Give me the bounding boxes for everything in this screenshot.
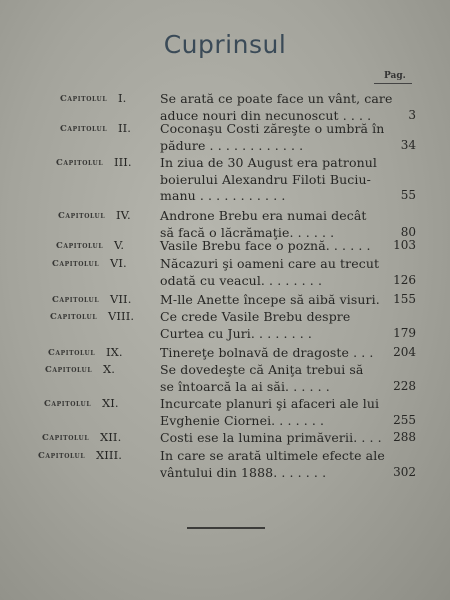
chapter-title-line: In care se arată ultimele efecte ale <box>160 448 385 463</box>
chapter-title-line: odată cu veacul. . . . . . . . <box>160 272 323 288</box>
chapter-title-line: Tinereţe bolnavă de dragoste . . . <box>160 345 374 360</box>
page-number: 204 <box>393 345 416 359</box>
chapter-title-line: Incurcate planuri şi afaceri ale lui <box>160 396 380 411</box>
chapter-title-line: Se arată ce poate face un vânt, care <box>160 91 393 106</box>
chapter-title-line: să facă o lăcrămaţie. . . . . . <box>160 224 335 240</box>
page-number: 155 <box>393 292 416 306</box>
chapter-label: Capitolul <box>60 124 108 134</box>
chapter-title-line: manu . . . . . . . . . . . <box>160 188 286 203</box>
chapter-numeral: XIII. <box>96 448 122 462</box>
chapter-title-line: se întoarcă la ai săi. . . . . . <box>160 378 330 394</box>
chapter-numeral: I. <box>118 91 127 105</box>
page-number: 55 <box>400 188 416 202</box>
page-number: 255 <box>393 412 416 427</box>
chapter-title-line: Coconaşu Costi zăreşte o umbră în <box>160 121 385 136</box>
chapter-title-line: vântului din 1888. . . . . . . <box>160 464 327 480</box>
chapter-numeral: V. <box>114 238 125 252</box>
chapter-numeral: X. <box>103 362 116 376</box>
chapter-label: Capitolul <box>56 158 104 168</box>
page-column-header: Pag. <box>384 71 406 81</box>
page-title: Cuprinsul <box>163 30 287 59</box>
chapter-label: Capitolul <box>38 451 86 461</box>
page-number: 288 <box>393 430 416 444</box>
chapter-numeral: IV. <box>116 208 131 222</box>
chapter-title-line: Costi ese la lumina primăverii. . . . <box>160 430 382 445</box>
chapter-label: Capitolul <box>50 312 98 322</box>
chapter-label: Capitolul <box>60 94 108 104</box>
chapter-label: Capitolul <box>52 295 100 305</box>
page-number: 302 <box>393 464 416 479</box>
chapter-numeral: III. <box>114 155 132 169</box>
page-number: 34 <box>400 137 416 152</box>
chapter-title-line: Evghenie Ciornei. . . . . . . <box>160 412 325 428</box>
page-number: 103 <box>393 238 416 252</box>
chapter-title-line: In ziua de 30 August era patronul <box>160 155 377 170</box>
chapter-title-line: Androne Brebu era numai decât <box>160 208 367 223</box>
chapter-label: Capitolul <box>56 241 104 251</box>
page-number: 228 <box>393 378 416 393</box>
chapter-title-line: aduce nouri din necunoscut . . . . <box>160 107 372 123</box>
chapter-label: Capitolul <box>58 211 106 221</box>
chapter-numeral: VI. <box>110 256 127 270</box>
chapter-numeral: VII. <box>110 292 132 306</box>
chapter-title-line: Curtea cu Juri. . . . . . . . <box>160 325 312 341</box>
chapter-numeral: II. <box>118 121 132 135</box>
chapter-title-line: Vasile Brebu face o poznă. . . . . . <box>160 238 371 253</box>
chapter-numeral: VIII. <box>108 309 135 323</box>
chapter-label: Capitolul <box>44 399 92 409</box>
chapter-title-line: pădure . . . . . . . . . . . . <box>160 137 304 153</box>
chapter-numeral: XI. <box>102 396 119 410</box>
bottom-rule <box>187 527 265 529</box>
page-number: 179 <box>393 325 416 340</box>
chapter-title-line: Se dovedeşte că Aniţa trebui să <box>160 362 364 377</box>
chapter-numeral: IX. <box>106 345 123 359</box>
chapter-title-line: M-lle Anette începe să aibă visuri. <box>160 292 380 307</box>
chapter-label: Capitolul <box>48 348 96 358</box>
page-number: 3 <box>408 107 416 122</box>
chapter-title-line: boierului Alexandru Filoti Buciu- <box>160 171 371 187</box>
chapter-label: Capitolul <box>52 259 100 269</box>
header-rule <box>374 83 412 84</box>
chapter-numeral: XII. <box>100 430 122 444</box>
page-number: 80 <box>400 224 416 239</box>
chapter-label: Capitolul <box>42 433 90 443</box>
chapter-label: Capitolul <box>45 365 93 375</box>
chapter-title-line: Năcazuri şi oameni care au trecut <box>160 256 380 271</box>
page-number: 126 <box>393 272 416 287</box>
chapter-title-line: Ce crede Vasile Brebu despre <box>160 309 351 324</box>
